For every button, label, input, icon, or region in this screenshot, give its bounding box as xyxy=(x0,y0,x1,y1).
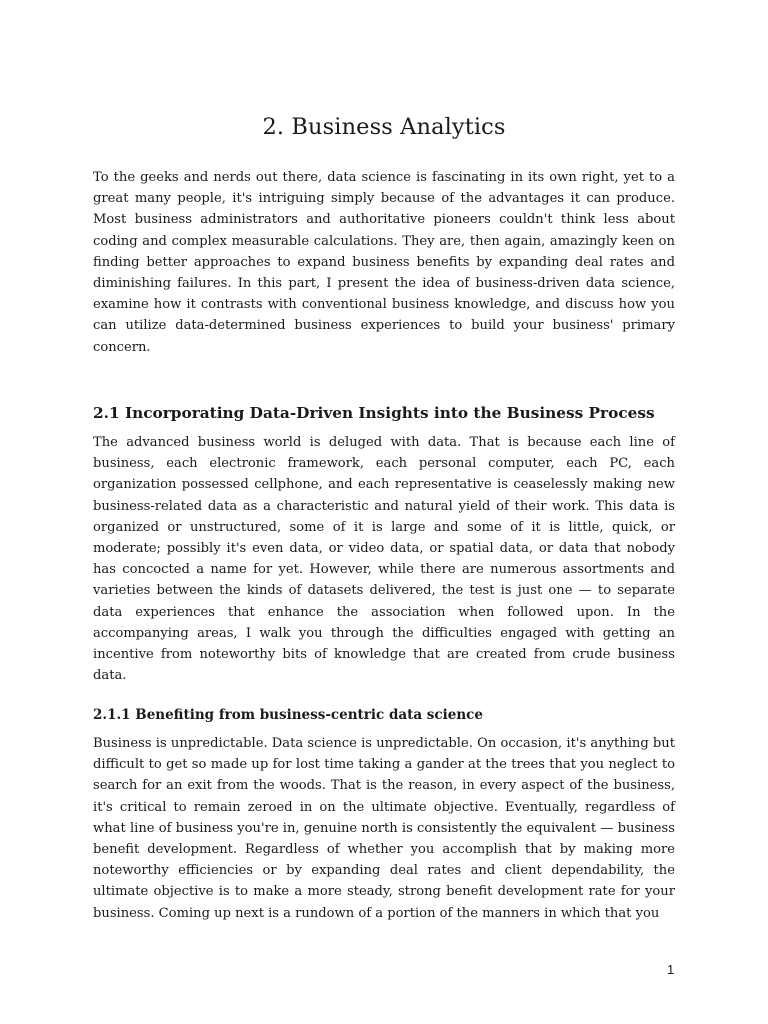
document-page xyxy=(93,0,675,1024)
page-number: 1 xyxy=(667,962,675,977)
section-2-1-1-heading: 2.1.1 Benefiting from business-centric data science xyxy=(93,707,483,723)
intro-paragraph: To the geeks and nerds out there, data science is fascinating in its own right, yet to a great many people, it's intriguing simply because of the advantages it can produce. Most business administrators and authoritative pioneers couldn't think less about coding and complex measurable calculations. They are, then again, amazingly keen on finding better approaches to expand business benefits by expanding deal rates and diminishing failures. In this part, I present the idea of business-driven data science, examine how it contrasts with conventional business knowledge, and discuss how you can utilize data-determined business experiences to build your business' primary concern. xyxy=(93,170,675,355)
chapter-title: 2. Business Analytics xyxy=(262,114,506,140)
section-2-1-heading: 2.1 Incorporating Data-Driven Insights into the Business Process xyxy=(93,404,655,422)
section-2-1-paragraph: The advanced business world is deluged with data. That is because each line of business, each electronic framework, each personal computer, each PC, each organization possessed cellphone, and each representative is ceaselessly making new business-related data as a characteristic and natural yield of their work. This data is organized or unstructured, some of it is large and some of it is little, quick, or moderate; possibly it's even data, or video data, or spatial data, or data that nobody has concocted a name for yet. However, while there are numerous assortments and varieties between the kinds of datasets delivered, the test is just one — to separate data experiences that enhance the association when followed upon. In the accompanying areas, I walk you through the difficulties engaged with getting an incentive from noteworthy bits of knowledge that are created from crude business data. xyxy=(93,435,675,684)
section-2-1-1-paragraph: Business is unpredictable. Data science is unpredictable. On occasion, it's anything but difficult to get so made up for lost time taking a gander at the trees that you neglect to search for an exit from the woods. That is the reason, in every aspect of the business, it's critical to remain zeroed in on the ultimate objective. Eventually, regardless of what line of business you're in, genuine north is consistently the equivalent — business benefit development. Regardless of whether you accomplish that by making more noteworthy efficiencies or by expanding deal rates and client dependability, the ultimate objective is to make a more steady, strong benefit development rate for your business. Coming up next is a rundown of a portion of the manners in which that you xyxy=(93,736,675,921)
